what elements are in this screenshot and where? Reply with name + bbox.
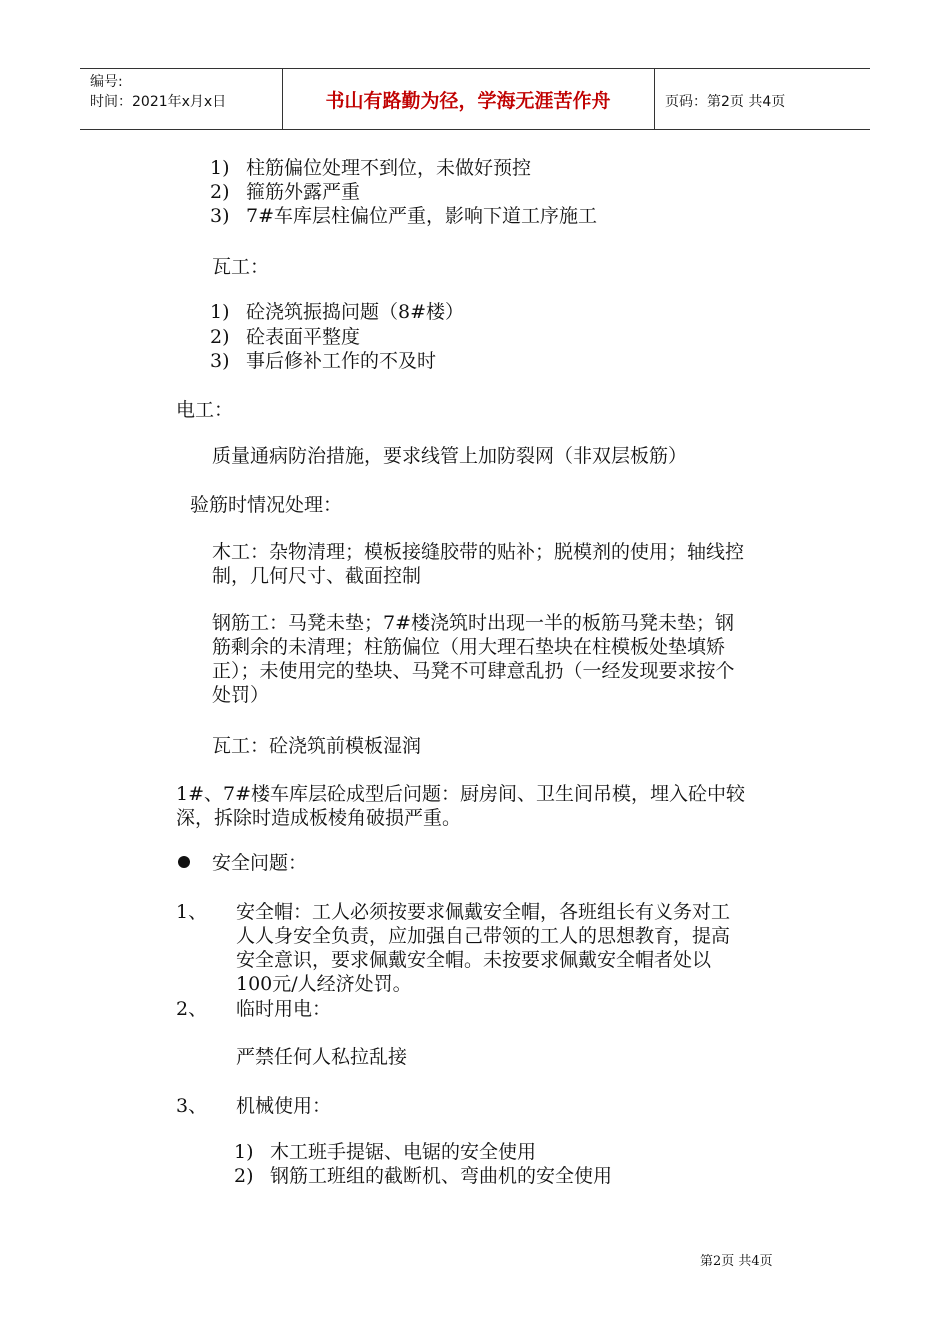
- list-number: 1、: [176, 901, 208, 923]
- rebar-line: 钢筋工：马凳未垫；7#楼浇筑时出现一半的板筋马凳未垫；钢: [212, 612, 735, 634]
- electrician-text: 质量通病防治措施，要求线管上加防裂网（非双层板筋）: [212, 445, 688, 467]
- mason-pour-text: 瓦工：砼浇筑前模板湿润: [212, 735, 422, 757]
- list-number: 3): [210, 205, 230, 227]
- list-number: 1): [210, 157, 230, 179]
- machinery-heading: 机械使用：: [236, 1095, 332, 1117]
- list-number: 2): [234, 1165, 254, 1187]
- header-meta-cell: [80, 69, 283, 129]
- list-number: 2): [210, 181, 230, 203]
- temp-power-text: 严禁任何人私拉乱接: [236, 1046, 408, 1068]
- rebar-line: 筋剩余的未清理；柱筋偏位（用大理石垫块在柱模板处垫填矫: [212, 636, 726, 658]
- garage-line: 1#、7#楼车库层砼成型后问题：厨房间、卫生间吊模，埋入砼中较: [176, 783, 746, 805]
- document-date: 时间：2021年x月x日: [90, 94, 227, 110]
- list-number: 2、: [176, 998, 208, 1020]
- bullet-icon: [178, 856, 190, 868]
- helmet-line: 人人身安全负责，应加强自己带领的工人的思想教育，提高: [236, 925, 731, 947]
- list-item: 箍筋外露严重: [246, 181, 361, 203]
- list-number: 1): [234, 1141, 254, 1163]
- header-page-number: 页码：第2页 共4页: [665, 94, 786, 110]
- header-page-cell: [655, 69, 870, 129]
- list-number: 3、: [176, 1095, 208, 1117]
- page-footer: 第2页 共4页: [700, 1254, 773, 1269]
- inspection-heading: 验筋时情况处理：: [190, 494, 343, 516]
- electrician-heading: 电工：: [176, 399, 234, 421]
- list-item: 钢筋工班组的截断机、弯曲机的安全使用: [270, 1165, 613, 1187]
- carpenter-line: 木工：杂物清理；模板接缝胶带的贴补；脱模剂的使用；轴线控: [212, 541, 745, 563]
- list-item: 事后修补工作的不及时: [246, 350, 437, 372]
- helmet-line: 安全意识，要求佩戴安全帽。未按要求佩戴安全帽者处以: [236, 949, 712, 971]
- carpenter-line: 制，几何尺寸、截面控制: [212, 565, 422, 587]
- rebar-line: 处罚）: [212, 684, 270, 706]
- mason-heading: 瓦工：: [212, 256, 270, 278]
- garage-line: 深，拆除时造成板棱角破损严重。: [176, 807, 462, 829]
- header-motto: 书山有路勤为径，学海无涯苦作舟: [325, 90, 611, 112]
- document-number-label: 编号:: [90, 74, 123, 90]
- list-item: 砼表面平整度: [246, 326, 361, 348]
- list-item: 木工班手提锯、电锯的安全使用: [270, 1141, 537, 1163]
- header-motto-cell: [282, 69, 655, 129]
- list-item: 7#车库层柱偏位严重，影响下道工序施工: [246, 205, 598, 227]
- safety-heading: 安全问题：: [212, 852, 308, 874]
- list-number: 2): [210, 326, 230, 348]
- list-item: 柱筋偏位处理不到位，未做好预控: [246, 157, 532, 179]
- list-item: 砼浇筑振捣问题（8#楼）: [246, 301, 465, 323]
- helmet-line: 100元/人经济处罚。: [236, 973, 412, 995]
- list-number: 1): [210, 301, 230, 323]
- page-header: [80, 68, 870, 130]
- list-number: 3): [210, 350, 230, 372]
- rebar-line: 正）；未使用完的垫块、马凳不可肆意乱扔（一经发现要求按个: [212, 660, 735, 682]
- temp-power-heading: 临时用电：: [236, 998, 332, 1020]
- helmet-line: 安全帽：工人必须按要求佩戴安全帽，各班组长有义务对工: [236, 901, 731, 923]
